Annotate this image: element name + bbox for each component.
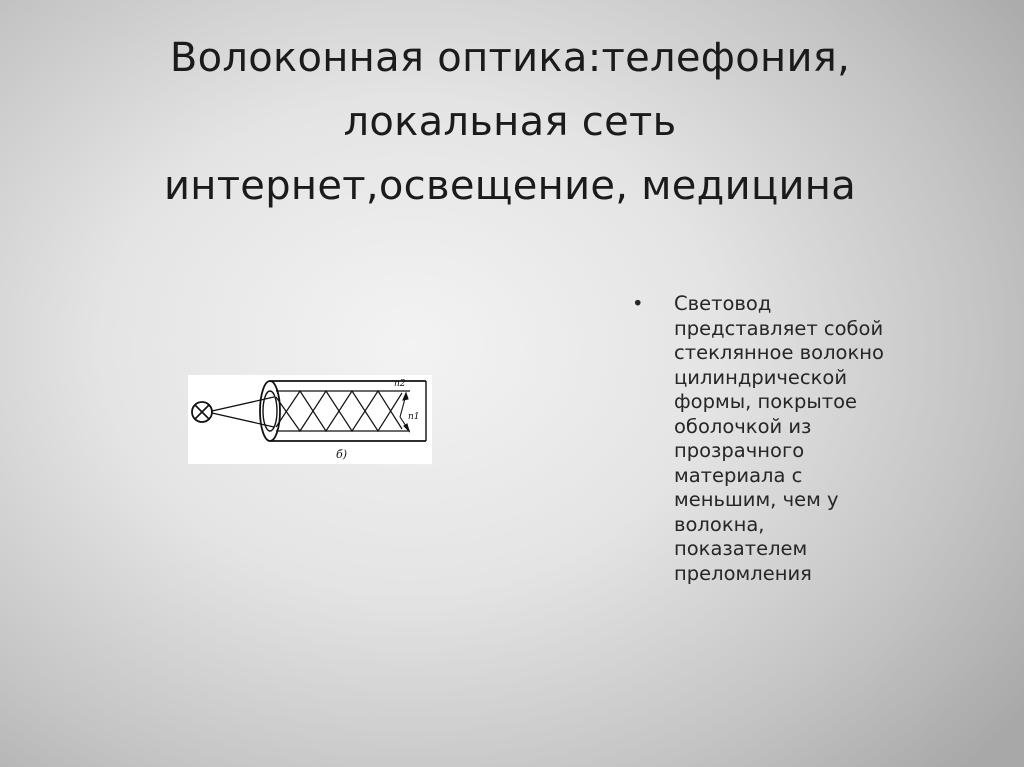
- bullet-list: [632, 292, 902, 586]
- diagram-caption: б): [336, 448, 348, 461]
- bullet-dot-icon: •: [632, 292, 644, 315]
- label-n1: n1: [408, 412, 420, 422]
- bullet-item: [632, 292, 902, 586]
- light-source-icon: [192, 402, 212, 422]
- title-line-2: локальная сеть: [343, 99, 677, 145]
- title-line-1: Волоконная оптика:телефония,: [169, 35, 851, 81]
- title-line-3: интернет,освещение, медицина: [163, 163, 857, 209]
- reflected-rays: [276, 391, 402, 431]
- bullet-text: Световод представляет собой стеклянное волокно цилиндрической формы, покрытое оболочкой из прозрачного материала с меньшим, чем у волокна, показателем преломления: [674, 292, 884, 585]
- label-n2: n2: [394, 379, 406, 389]
- slide-title: [60, 26, 960, 218]
- optical-fiber-diagram: [188, 375, 432, 464]
